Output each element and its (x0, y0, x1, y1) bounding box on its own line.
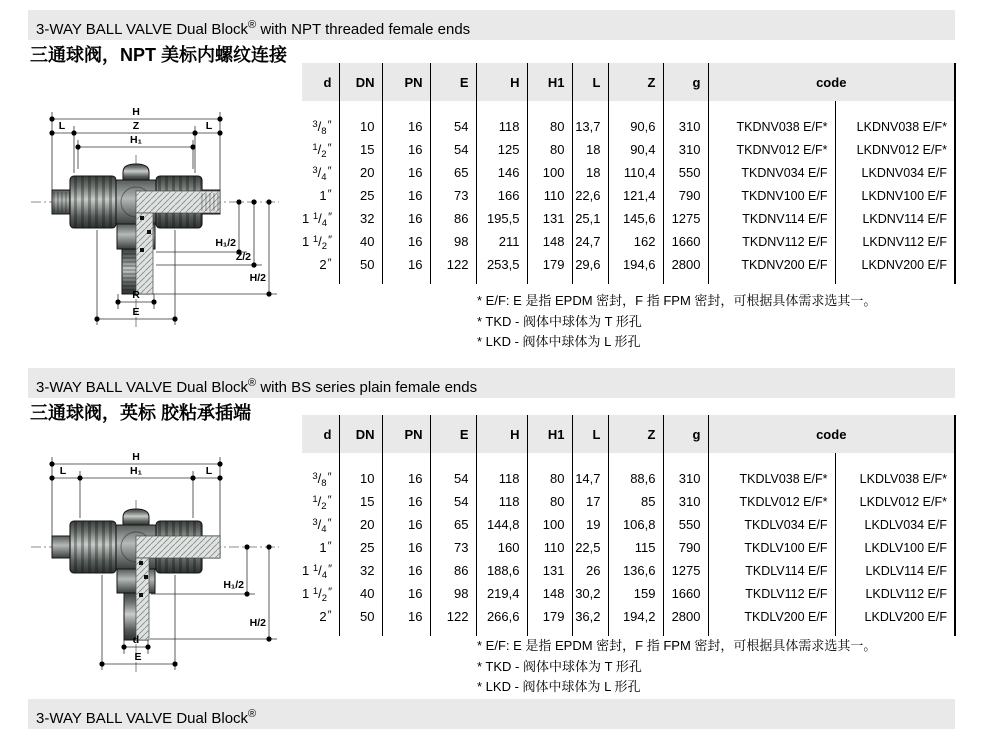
table-cell: 80 (527, 453, 572, 490)
table-cell: 194,6 (608, 253, 663, 284)
column-header: H (476, 415, 527, 453)
table-cell: 266,6 (476, 605, 527, 636)
registered-mark: ® (248, 19, 257, 31)
table-cell: 16 (382, 161, 430, 184)
section2-subtitle-zh: 三通球阀，英标 胶粘承插端 (30, 403, 251, 423)
table-cell: 10 (339, 453, 382, 490)
column-header: L (572, 63, 608, 101)
table-cell: 194,2 (608, 605, 663, 636)
table-cell: 195,5 (476, 207, 527, 230)
dim-label-E: E (134, 651, 142, 663)
table-cell: $^3$/4″ (302, 161, 339, 184)
table-cell: 16 (382, 101, 430, 138)
table-cell: TKDLV038 E/F* (708, 453, 835, 490)
table-cell: 1 $^1$/2″ (302, 582, 339, 605)
dim-label-H: H (132, 451, 140, 463)
column-header: L (572, 415, 608, 453)
dim-label-Z-half: Z/2 (235, 251, 251, 263)
column-header: d (302, 415, 339, 453)
table-cell: 20 (339, 513, 382, 536)
table-cell: 32 (339, 207, 382, 230)
table-cell: 98 (430, 582, 476, 605)
bottom-partial-title: 3-WAY BALL VALVE Dual Block® (36, 708, 257, 727)
table-cell: 16 (382, 184, 430, 207)
table-cell: 159 (608, 582, 663, 605)
table-cell: TKDLV012 E/F* (708, 490, 835, 513)
table-cell: 100 (527, 513, 572, 536)
table-cell: 550 (663, 161, 708, 184)
table-cell: 122 (430, 605, 476, 636)
dim-label-L-left: L (58, 120, 66, 132)
table-cell: 1660 (663, 230, 708, 253)
table-cell: TKDLV200 E/F (708, 605, 835, 636)
table-cell: 188,6 (476, 559, 527, 582)
table-cell: 131 (527, 207, 572, 230)
column-header: E (430, 415, 476, 453)
table-cell: 110,4 (608, 161, 663, 184)
dim-label-H: H (132, 106, 140, 118)
table-cell: 118 (476, 490, 527, 513)
table-cell: 310 (663, 101, 708, 138)
table-cell: 790 (663, 536, 708, 559)
table-cell: 16 (382, 559, 430, 582)
table-cell: 1″ (302, 536, 339, 559)
table-cell: LKDLV034 E/F (835, 513, 955, 536)
dim-label-L-right: L (205, 465, 213, 477)
table-cell: $^3$/8″ (302, 101, 339, 138)
table-cell: 16 (382, 490, 430, 513)
footnote: * TKD - 阀体中球体为 T 形孔 (477, 313, 642, 329)
table-cell: 16 (382, 513, 430, 536)
table-cell: LKDNV100 E/F (835, 184, 955, 207)
table-header-row (302, 63, 955, 101)
table-cell: TKDNV200 E/F (708, 253, 835, 284)
footnotes-section1 (477, 291, 876, 353)
table-row (302, 582, 955, 605)
table-cell: 1 $^1$/4″ (302, 207, 339, 230)
table-cell: 16 (382, 253, 430, 284)
table-row (302, 207, 955, 230)
table-cell: LKDLV038 E/F* (835, 453, 955, 490)
table-cell: 310 (663, 138, 708, 161)
table-cell: 85 (608, 490, 663, 513)
table-cell: 25,1 (572, 207, 608, 230)
table-cell: $^3$/8″ (302, 453, 339, 490)
footnote: * E/F: E 是指 EPDM 密封，F 指 FPM 密封，可根据具体需求选其一。 (477, 293, 877, 308)
table-row (302, 230, 955, 253)
table-cell: 80 (527, 490, 572, 513)
table-row (302, 101, 955, 138)
table-cell: 16 (382, 138, 430, 161)
table-cell: TKDLV100 E/F (708, 536, 835, 559)
table-cell: 144,8 (476, 513, 527, 536)
table-cell: 86 (430, 559, 476, 582)
table-row (302, 490, 955, 513)
valve-diagram-bs (25, 442, 300, 685)
section1-subtitle-zh: 三通球阀，NPT 美标内螺纹连接 (30, 45, 287, 65)
registered-mark: ® (248, 377, 257, 389)
section1-title-bar (28, 10, 955, 40)
table-cell: 80 (527, 101, 572, 138)
dim-label-R: R (132, 289, 140, 301)
table-cell: 118 (476, 101, 527, 138)
table-cell: 125 (476, 138, 527, 161)
table-cell: 16 (382, 453, 430, 490)
table-cell: 219,4 (476, 582, 527, 605)
table-row (302, 536, 955, 559)
table-cell: 90,4 (608, 138, 663, 161)
registered-mark: ® (248, 708, 257, 720)
table-cell: 146 (476, 161, 527, 184)
table-cell: 115 (608, 536, 663, 559)
table-cell: 106,8 (608, 513, 663, 536)
table-cell: 54 (430, 453, 476, 490)
table-cell: $^1$/2″ (302, 490, 339, 513)
table-cell: 10 (339, 101, 382, 138)
table-cell: 30,2 (572, 582, 608, 605)
column-header: code (708, 415, 955, 453)
section2-title: 3-WAY BALL VALVE Dual Block® with BS series plain female ends (36, 377, 478, 396)
table-cell: TKDNV114 E/F (708, 207, 835, 230)
table-cell: 73 (430, 536, 476, 559)
table-cell: 22,6 (572, 184, 608, 207)
table-row (302, 559, 955, 582)
table-cell: TKDNV100 E/F (708, 184, 835, 207)
section2-title-bar (28, 368, 955, 398)
table-cell: 179 (527, 605, 572, 636)
table-cell: 65 (430, 513, 476, 536)
dim-label-H-half: H/2 (249, 272, 266, 284)
column-header: g (663, 415, 708, 453)
table-cell: TKDNV034 E/F (708, 161, 835, 184)
table-cell: TKDNV012 E/F* (708, 138, 835, 161)
table-row (302, 453, 955, 490)
column-header: H1 (527, 415, 572, 453)
table-cell: LKDLV100 E/F (835, 536, 955, 559)
table-cell: 50 (339, 253, 382, 284)
table-cell: TKDLV112 E/F (708, 582, 835, 605)
table-cell: 118 (476, 453, 527, 490)
table-cell: 1275 (663, 207, 708, 230)
table-cell: TKDLV114 E/F (708, 559, 835, 582)
column-header: Z (608, 63, 663, 101)
table-cell: 32 (339, 559, 382, 582)
table-row (302, 184, 955, 207)
table-cell: 29,6 (572, 253, 608, 284)
table-row (302, 161, 955, 184)
bottom-partial-title-bar (28, 699, 955, 729)
column-header: H1 (527, 63, 572, 101)
table-cell: 253,5 (476, 253, 527, 284)
table-cell: 1″ (302, 184, 339, 207)
column-header: PN (382, 415, 430, 453)
spec-table-bs (302, 415, 956, 636)
table-cell: 166 (476, 184, 527, 207)
footnote: * TKD - 阀体中球体为 T 形孔 (477, 658, 642, 674)
table-cell: 25 (339, 184, 382, 207)
table-cell: LKDLV012 E/F* (835, 490, 955, 513)
table-cell: 790 (663, 184, 708, 207)
table-cell: 65 (430, 161, 476, 184)
dim-label-E: E (132, 306, 140, 318)
table-cell: LKDNV200 E/F (835, 253, 955, 284)
footnote: * E/F: E 是指 EPDM 密封，F 指 FPM 密封，可根据具体需求选其一。 (477, 638, 877, 653)
dim-label-H-half: H/2 (249, 617, 266, 629)
table-cell: 16 (382, 230, 430, 253)
column-header: g (663, 63, 708, 101)
table-cell: 2″ (302, 253, 339, 284)
table-cell: $^1$/2″ (302, 138, 339, 161)
dim-label-H1: H₁ (130, 465, 142, 477)
table-row (302, 605, 955, 636)
table-cell: 90,6 (608, 101, 663, 138)
table-cell: 1 $^1$/4″ (302, 559, 339, 582)
table-cell: 16 (382, 582, 430, 605)
dim-label-L-left: L (59, 465, 67, 477)
table-cell: 88,6 (608, 453, 663, 490)
table-cell: 110 (527, 536, 572, 559)
table-cell: 310 (663, 453, 708, 490)
table-row (302, 513, 955, 536)
spec-table-npt (302, 63, 956, 284)
table-row (302, 138, 955, 161)
valve-diagram-npt (25, 97, 300, 340)
footnote: * LKD - 阀体中球体为 L 形孔 (477, 334, 641, 349)
table-cell: 86 (430, 207, 476, 230)
column-header: DN (339, 415, 382, 453)
table-cell: 15 (339, 490, 382, 513)
table-cell: LKDNV114 E/F (835, 207, 955, 230)
table-cell: 160 (476, 536, 527, 559)
table-cell: 18 (572, 161, 608, 184)
table-cell: 16 (382, 536, 430, 559)
table-cell: 22,5 (572, 536, 608, 559)
table-cell: 40 (339, 582, 382, 605)
table-cell: 136,6 (608, 559, 663, 582)
cross-section (136, 191, 220, 294)
column-header: Z (608, 415, 663, 453)
table-cell: 40 (339, 230, 382, 253)
table-cell: 148 (527, 230, 572, 253)
table-cell: 73 (430, 184, 476, 207)
dim-label-d: d (132, 634, 140, 646)
table-cell: 17 (572, 490, 608, 513)
table-cell: 110 (527, 184, 572, 207)
table-row (302, 253, 955, 284)
column-header: E (430, 63, 476, 101)
table-cell: 18 (572, 138, 608, 161)
table-header-row (302, 415, 955, 453)
table-cell: 26 (572, 559, 608, 582)
dim-label-L-right: L (205, 120, 213, 132)
table-cell: 80 (527, 138, 572, 161)
table-cell: 1 $^1$/2″ (302, 230, 339, 253)
table-cell: $^3$/4″ (302, 513, 339, 536)
dim-label-H1-half: H₁/2 (215, 237, 236, 249)
table-cell: 310 (663, 490, 708, 513)
table-cell: 54 (430, 138, 476, 161)
table-cell: 15 (339, 138, 382, 161)
column-header: DN (339, 63, 382, 101)
table-cell: 145,6 (608, 207, 663, 230)
table-cell: TKDNV038 E/F* (708, 101, 835, 138)
table-cell: LKDLV112 E/F (835, 582, 955, 605)
table-cell: LKDLV114 E/F (835, 559, 955, 582)
column-header: H (476, 63, 527, 101)
table-cell: 13,7 (572, 101, 608, 138)
table-cell: 211 (476, 230, 527, 253)
column-header: d (302, 63, 339, 101)
table-cell: 121,4 (608, 184, 663, 207)
section1-title: 3-WAY BALL VALVE Dual Block® with NPT threaded female ends (36, 19, 471, 38)
table-cell: 16 (382, 605, 430, 636)
table-cell: 179 (527, 253, 572, 284)
table-cell: 25 (339, 536, 382, 559)
table-cell: 54 (430, 101, 476, 138)
column-header: code (708, 63, 955, 101)
table-cell: 1275 (663, 559, 708, 582)
footnote: * LKD - 阀体中球体为 L 形孔 (477, 679, 641, 694)
dim-label-H1-half: H₁/2 (223, 579, 244, 591)
table-cell: TKDNV112 E/F (708, 230, 835, 253)
table-cell: 550 (663, 513, 708, 536)
table-cell: 131 (527, 559, 572, 582)
table-cell: 122 (430, 253, 476, 284)
table-cell: 50 (339, 605, 382, 636)
table-cell: 24,7 (572, 230, 608, 253)
table-cell: TKDLV034 E/F (708, 513, 835, 536)
table-cell: 162 (608, 230, 663, 253)
table-cell: LKDNV034 E/F (835, 161, 955, 184)
table-cell: 54 (430, 490, 476, 513)
table-cell: 14,7 (572, 453, 608, 490)
table-cell: LKDNV112 E/F (835, 230, 955, 253)
table-cell: 2800 (663, 605, 708, 636)
table-cell: 1660 (663, 582, 708, 605)
table-cell: 36,2 (572, 605, 608, 636)
table-cell: 148 (527, 582, 572, 605)
table-cell: LKDNV012 E/F* (835, 138, 955, 161)
table-cell: 2″ (302, 605, 339, 636)
column-header: PN (382, 63, 430, 101)
table-cell: LKDLV200 E/F (835, 605, 955, 636)
table-cell: 19 (572, 513, 608, 536)
dim-label-Z: Z (132, 120, 140, 132)
table-cell: 2800 (663, 253, 708, 284)
table-cell: 20 (339, 161, 382, 184)
cross-section (136, 536, 220, 640)
table-cell: 98 (430, 230, 476, 253)
table-cell: 100 (527, 161, 572, 184)
table-cell: 16 (382, 207, 430, 230)
table-cell: LKDNV038 E/F* (835, 101, 955, 138)
dim-label-H1: H₁ (130, 134, 142, 146)
footnotes-section2 (477, 636, 876, 698)
